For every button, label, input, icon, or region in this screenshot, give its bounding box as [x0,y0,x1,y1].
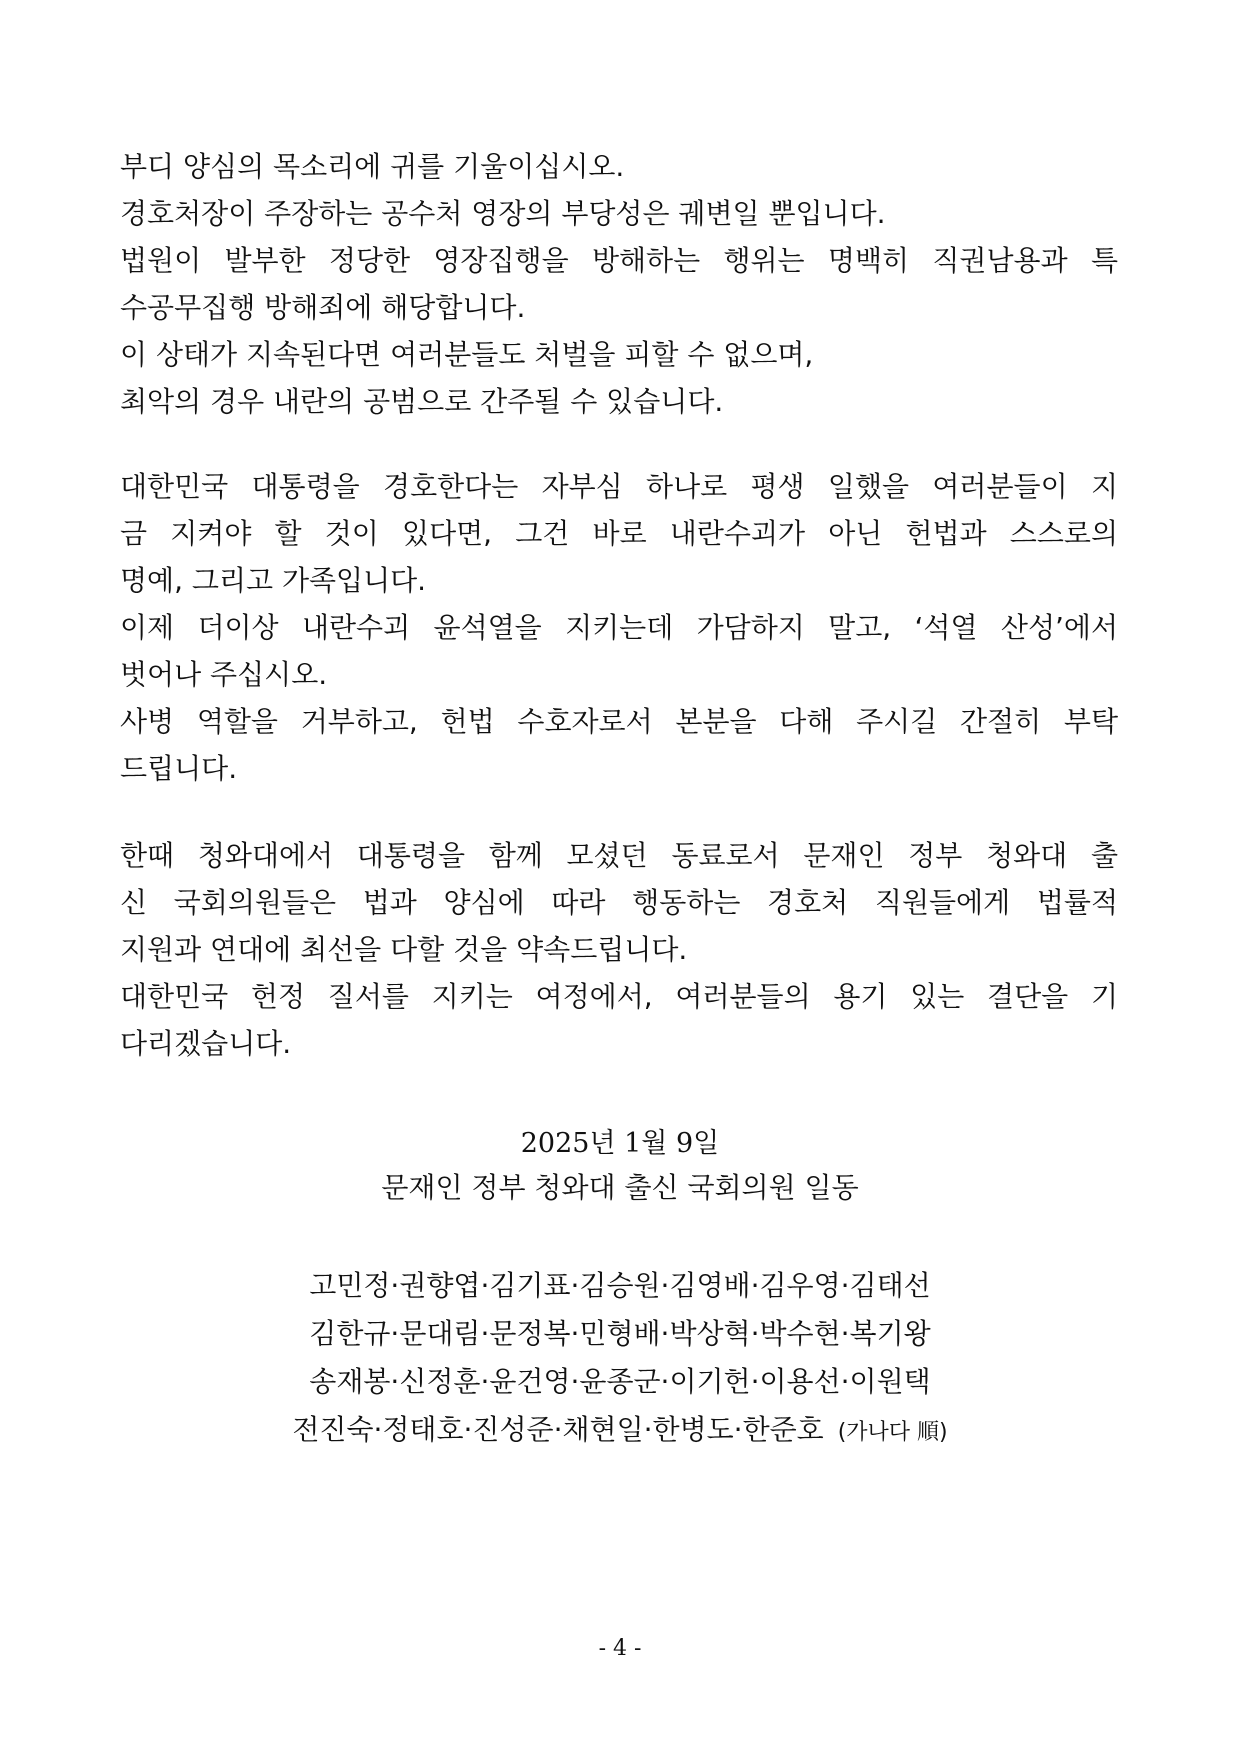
paragraph-line: 수공무집행 방해죄에 해당합니다. [120,291,526,324]
signatory-row: 송재봉·신정훈·윤건영·윤종군·이기헌·이용선·이원택 [309,1365,931,1398]
paragraph-line: 부디 양심의 목소리에 귀를 기울이십시오. [120,150,625,183]
paragraph-line: 다리겠습니다. [120,1027,292,1060]
signatory-names: 전진숙·정태호·진성준·채현일·한병도·한준호 [292,1413,824,1446]
paragraph-line: 드립니다. [120,752,238,785]
paragraph-line: 이제 더이상 내란수괴 윤석열을 지키는데 가담하지 말고, ‘석열 산성’에서 [120,611,1118,644]
paragraph-line: 벗어나 주십시오. [120,658,328,691]
signatory-list [0,1262,1240,1457]
paragraph-line: 대한민국 대통령을 경호한다는 자부심 하나로 평생 일했을 여러분들이 지 [120,470,1118,503]
signatory-row: 김한규·문대림·문정복·민형배·박상혁·박수현·복기왕 [309,1317,931,1350]
page-number: - 4 - [598,1636,642,1661]
paragraph-line: 금 지켜야 할 것이 있다면, 그건 바로 내란수괴가 아닌 헌법과 스스로의 [120,517,1118,550]
paragraph-line: 지원과 연대에 최선을 다할 것을 약속드립니다. [120,933,688,966]
paragraph-line: 이 상태가 지속된다면 여러분들도 처벌을 피할 수 없으며, [120,338,814,371]
paragraph-3 [120,832,1118,1067]
closing-date: 2025년 1월 9일 [520,1128,720,1159]
paragraph-line: 한때 청와대에서 대통령을 함께 모셨던 동료로서 문재인 정부 청와대 출 [120,839,1118,872]
paragraph-line: 신 국회의원들은 법과 양심에 따라 행동하는 경호처 직원들에게 법률적 [120,886,1118,919]
paragraph-line: 최악의 경우 내란의 공범으로 간주될 수 있습니다. [120,385,724,418]
paragraph-line: 대한민국 헌정 질서를 지키는 여정에서, 여러분들의 용기 있는 결단을 기 [120,980,1118,1013]
paragraph-line: 사병 역할을 거부하고, 헌법 수호자로서 본분을 다해 주시길 간절히 부탁 [120,705,1118,738]
signatory-row: 고민정·권향엽·김기표·김승원·김영배·김우영·김태선 [309,1269,931,1302]
order-note: (가나다 順) [837,1420,948,1445]
paragraph-line: 명예, 그리고 가족입니다. [120,564,427,597]
paragraph-2 [120,463,1118,792]
paragraph-line: 법원이 발부한 정당한 영장집행을 방해하는 행위는 명백히 직권남용과 특 [120,244,1118,277]
paragraph-line: 경호처장이 주장하는 공수처 영장의 부당성은 궤변일 뿐입니다. [120,197,886,230]
paragraph-1 [120,143,1118,425]
signatory-row-last [0,1406,1240,1457]
closing-signoff: 문재인 정부 청와대 출신 국회의원 일동 [381,1171,859,1204]
